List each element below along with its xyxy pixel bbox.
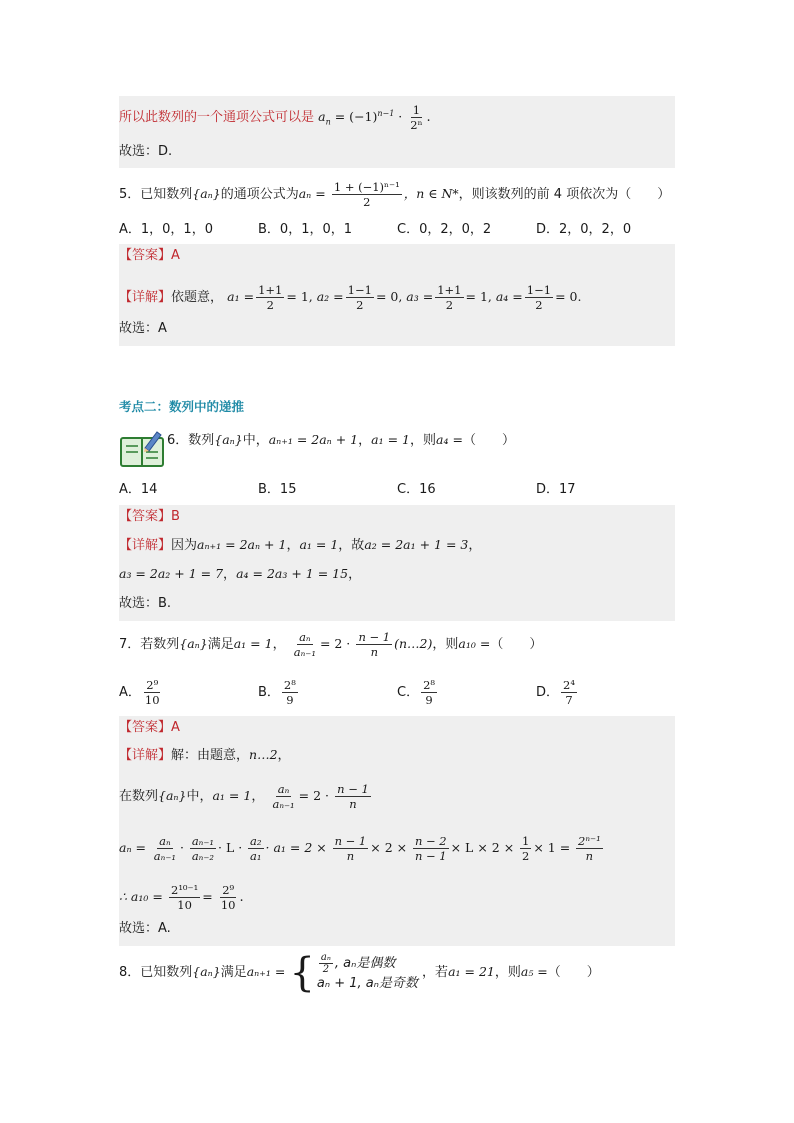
q6-option-a: A．14 xyxy=(119,482,158,497)
q7-option-a: A． $\frac{\text{2⁹}}{10}$ xyxy=(119,678,160,707)
q5-answer: 【答案】A xyxy=(119,248,180,263)
prev-formula: $a_n = (-1)^{n-1}$ · xyxy=(318,108,407,127)
q6-option-b: B．15 xyxy=(258,482,297,497)
q5-fraction: $\frac{\text{1 + (−1)ⁿ⁻¹}}{2}$ xyxy=(333,180,400,209)
q6-option-d: D．17 xyxy=(536,482,576,497)
prev-choose: 故选：D. xyxy=(119,144,173,159)
q5-option-d: D．2，0，2，0 xyxy=(536,222,632,237)
q6-detail-2: a₃ = 2a₂ + 1 = 7，a₄ = 2a₃ + 1 = 15， xyxy=(119,566,362,582)
section-title: 考点二：数列中的递推 xyxy=(119,399,245,414)
q7-option-c: C． $\frac{\text{2⁸}}{9}$ xyxy=(397,678,436,707)
q6-option-c: C．16 xyxy=(397,482,436,497)
prev-fraction: $\frac{1}{\text{2ⁿ}}$ xyxy=(410,103,423,132)
q7-detail-4: ∴ a₁₀ = $\frac{\text{2¹⁰⁻¹}}{10}$ = $\frac{\text{2⁹}}{10}$ . xyxy=(119,883,244,912)
q5-option-c: C．0，2，0，2 xyxy=(397,222,492,237)
q7-detail-3: aₙ = $\frac{\text{aₙ}}{\text{aₙ₋₁}}$ · $\frac{\text{aₙ₋₁}}{\text{aₙ₋₂}}$ · L · $\frac{\text{a₂}}{\text{a₁}}$ · a₁ = 2 × $\frac{n - 1}{n}$ × 2 × $\frac{n - 2}{n - 1}$ × L × 2 × $\frac{1}{2}$ × 1 = $\frac{\text{2ⁿ⁻¹}}{n}$ xyxy=(119,834,601,863)
q7-choose: 故选：A. xyxy=(119,921,171,936)
q6-answer: 【答案】B xyxy=(119,509,180,524)
q8-piecewise: { $\frac{\text{aₙ}}{2}$ , aₙ是偶数 aₙ + 1, aₙ是奇数 xyxy=(289,949,418,996)
q7-detail: 【详解】解：由题意，n…2， xyxy=(119,747,291,763)
q6-stem: 6．数列{aₙ}中，aₙ₊₁ = 2aₙ + 1，a₁ = 1，则a₄ =（ ） xyxy=(167,432,515,448)
q8-stem: 8．已知数列{aₙ}满足aₙ₊₁ = { $\frac{\text{aₙ}}{2}$ , aₙ是偶数 aₙ + 1, aₙ是奇数 ，若a₁ = 21，则a₅ =（ ） xyxy=(119,949,600,996)
q5-option-b: B．0，1，0，1 xyxy=(258,222,353,237)
notebook-pencil-icon xyxy=(119,428,165,468)
q5-detail: 【详解】依题意， a₁ = $\frac{1+1}{2}$ = 1, a₂ = $\frac{1-1}{2}$ = 0, a₃ = $\frac{1+1}{2}$ = 1, a₄ = $\frac{1-1}{2}$ = 0. xyxy=(119,283,582,312)
q7-answer: 【答案】A xyxy=(119,720,180,735)
q5-option-a: A．1，0，1，0 xyxy=(119,222,213,237)
q5-stem: 5．已知数列{aₙ}的通项公式为aₙ = $\frac{\text{1 + (−1)ⁿ⁻¹}}{2}$ ，n ∈ N*，则该数列的前 4 项依次为（ ） xyxy=(119,180,671,209)
q6-choose: 故选：B. xyxy=(119,596,172,611)
q5-choose: 故选：A xyxy=(119,321,167,336)
q7-option-b: B． $\frac{\text{2⁸}}{9}$ xyxy=(258,678,296,707)
q6-solution-block xyxy=(119,505,675,621)
q7-detail-2: 在数列{aₙ}中，a₁ = 1， $\frac{\text{aₙ}}{\text{aₙ₋₁}}$ = 2 · $\frac{n - 1}{n}$ xyxy=(119,782,369,811)
q7-stem: 7．若数列{aₙ}满足a₁ = 1， $\frac{\text{aₙ}}{\text{aₙ₋₁}}$ = 2 · $\frac{n - 1}{n}$ (n…2)，则a₁₀ =（ ） xyxy=(119,630,543,659)
q7-option-d: D． $\frac{\text{2⁴}}{7}$ xyxy=(536,678,575,707)
q6-detail: 【详解】因为aₙ₊₁ = 2aₙ + 1，a₁ = 1，故a₂ = 2a₁ + 1 = 3， xyxy=(119,537,482,553)
prev-line-1: 所以此数列的一个通项公式可以是 $a_n = (-1)^{n-1}$ · $\frac{1}{\text{2ⁿ}}$ . xyxy=(119,103,431,132)
